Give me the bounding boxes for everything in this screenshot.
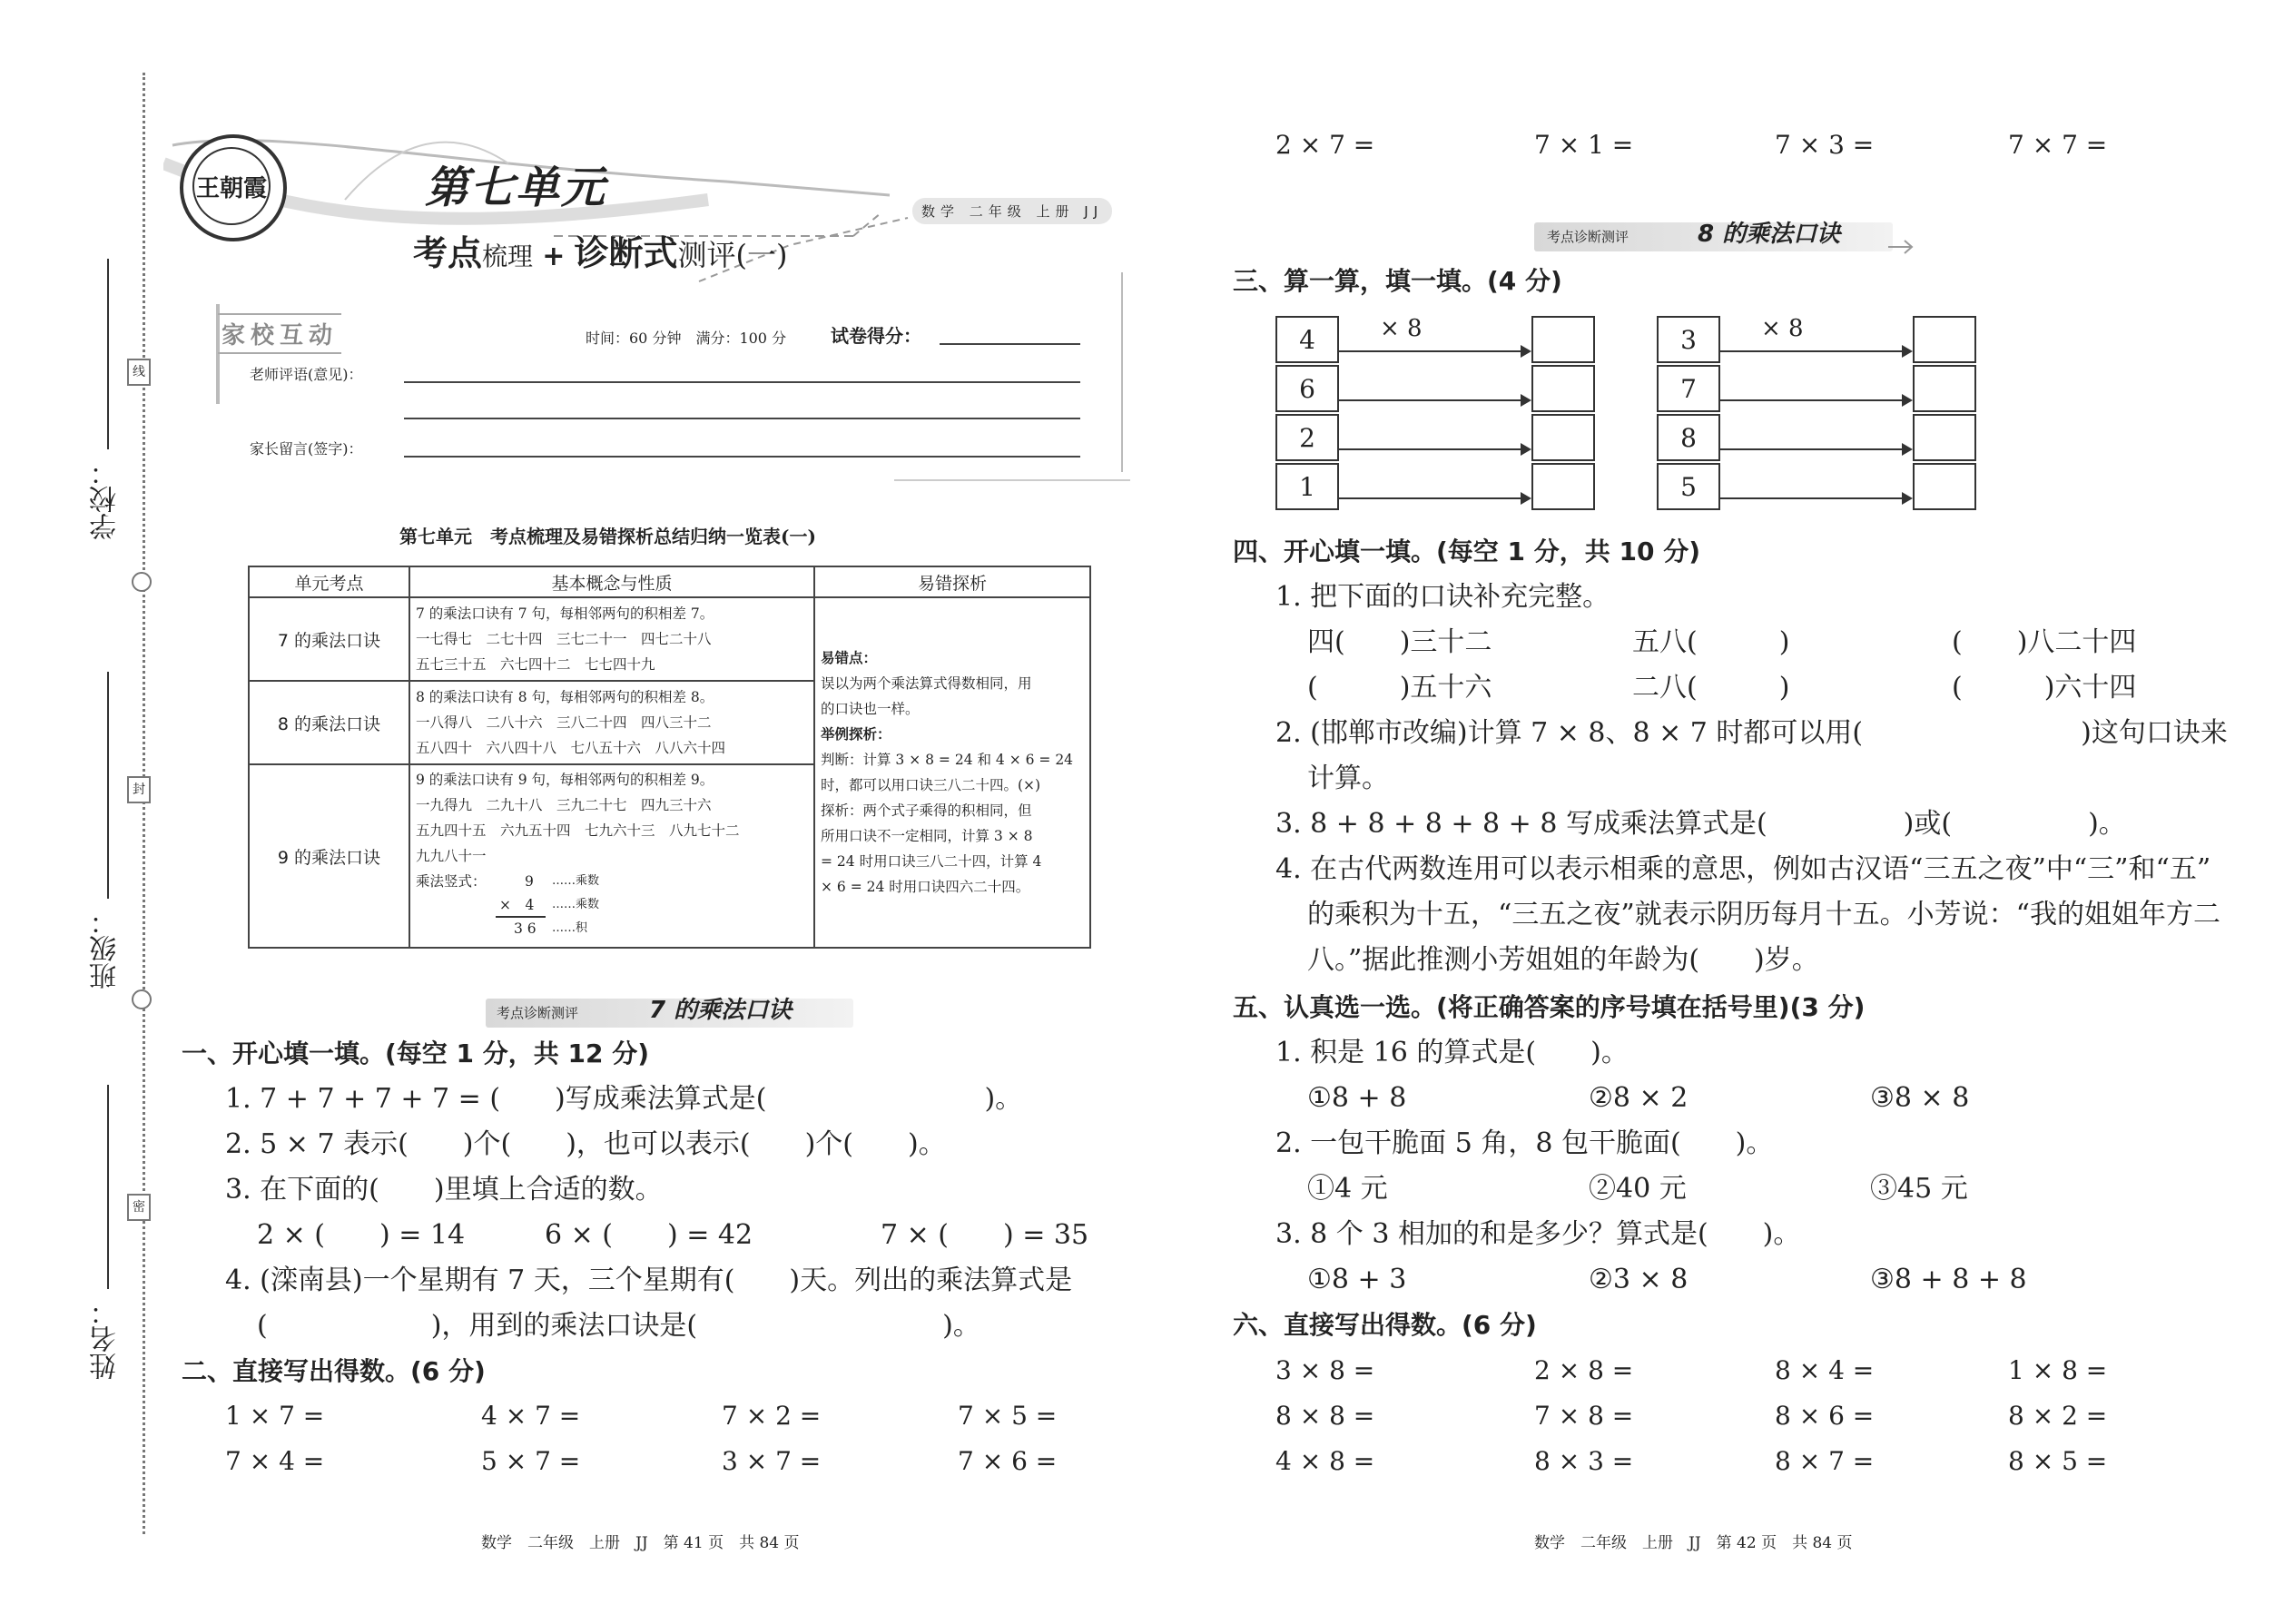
name-label: 姓名： [90, 1298, 122, 1380]
rhyme-blank[interactable]: 五八( ) [1632, 626, 1790, 658]
choice-question-3[interactable]: 3. 8 个 3 相加的和是多少？算式是( )。 [1275, 1218, 1801, 1250]
table-header: 易错探析 [814, 566, 1090, 597]
teacher-comment-line-2[interactable] [404, 418, 1080, 419]
choice-option[interactable]: ②8 × 2 [1589, 1082, 1689, 1114]
answer-box[interactable] [1913, 463, 1976, 510]
calc-item[interactable]: 7 × 3 = [1775, 130, 1875, 160]
seal-box-secret: 密 [127, 1194, 151, 1221]
table-header: 单元考点 [249, 566, 409, 597]
choice-option[interactable]: ①8 + 3 [1307, 1264, 1407, 1295]
calc-item[interactable]: 2 × 8 = [1534, 1355, 1634, 1385]
school-blank-line [107, 259, 109, 449]
class-blank-line [107, 672, 109, 899]
table-row [249, 597, 1090, 681]
question-2[interactable]: 2. (邯郸市改编)计算 7 × 8、8 × 7 时都可以用( )这句口诀来 [1275, 717, 2228, 749]
calc-item[interactable]: 7 × 8 = [1534, 1401, 1634, 1431]
input-box: 6 [1275, 365, 1339, 412]
banner-subtitle: 考点梳理 + 诊断式测评(一) [413, 233, 788, 273]
logo-text: 王朝霞 [192, 147, 271, 225]
score-label: 试卷得分： [831, 325, 921, 347]
rhyme-blank[interactable]: ( )六十四 [1952, 672, 2137, 704]
grade-badge: 数学 二年级 上册 JJ [912, 198, 1112, 224]
calc-item[interactable]: 8 × 4 = [1775, 1355, 1875, 1385]
question-4-line2[interactable]: ( )，用到的乘法口诀是( )。 [257, 1310, 980, 1342]
arrow-icon [1339, 497, 1530, 499]
section-6-title: 六、直接写出得数。(6 分) [1233, 1310, 1537, 1340]
question-1: 1. 把下面的口诀补充完整。 [1275, 581, 1610, 613]
page-footer-left: 数学 二年级 上册 JJ 第 41 页 共 84 页 [481, 1534, 800, 1552]
section-tag-small: 考点诊断测评 [1547, 229, 1629, 245]
question-1[interactable]: 1. 7 + 7 + 7 + 7 = ( )写成乘法算式是( )。 [225, 1083, 1023, 1115]
rhyme-blank[interactable]: ( )八二十四 [1952, 626, 2137, 658]
question-4-line3[interactable]: 八。”据此推测小芳姐姐的年龄为( )岁。 [1307, 944, 1819, 976]
choice-option[interactable]: ①8 + 8 [1307, 1082, 1407, 1114]
calc-item[interactable]: 7 × 1 = [1534, 130, 1634, 160]
arrow-icon [1720, 399, 1911, 401]
calc-item[interactable]: 1 × 7 = [225, 1401, 325, 1431]
section-tag-small: 考点诊断测评 [497, 1005, 579, 1021]
calc-item[interactable]: 7 × 6 = [958, 1446, 1058, 1476]
table-header: 基本概念与性质 [409, 566, 814, 597]
rhyme-blank[interactable]: 二八( ) [1632, 672, 1790, 704]
choice-option[interactable]: ③8 × 8 [1870, 1082, 1970, 1114]
vertical-multiplication: 乘法竖式： 9 ……乘数 × 4 ……乘数 3 6 ……积 [416, 873, 600, 937]
input-box: 8 [1657, 414, 1720, 461]
section-1-title: 一、开心填一填。(每空 1 分，共 12 分) [182, 1038, 650, 1068]
summary-title: 第七单元 考点梳理及易错探析总结归纳一览表(一) [399, 526, 816, 547]
section-tag-title: 7 的乘法口诀 [649, 997, 793, 1024]
unit-cell: 8 的乘法口诀 [249, 681, 409, 764]
calc-item[interactable]: 7 × 2 = [722, 1401, 822, 1431]
choice-option[interactable]: ②3 × 8 [1589, 1264, 1689, 1295]
question-3c[interactable]: 7 × ( ) = 35 [881, 1219, 1089, 1251]
unit-cell: 9 的乘法口诀 [249, 764, 409, 948]
calc-item[interactable]: 2 × 7 = [1275, 130, 1375, 160]
arrow-icon [1720, 497, 1911, 499]
rhyme-blank[interactable]: 四( )三十二 [1307, 626, 1492, 658]
question-3[interactable]: 3. 8 + 8 + 8 + 8 + 8 写成乘法算式是( )或( )。 [1275, 808, 2126, 840]
answer-box[interactable] [1531, 414, 1595, 461]
calc-item[interactable]: 1 × 8 = [2008, 1355, 2108, 1385]
arrow-icon [1720, 350, 1911, 352]
input-box: 7 [1657, 365, 1720, 412]
answer-box[interactable] [1531, 316, 1595, 363]
rhyme-blank[interactable]: ( )五十六 [1307, 672, 1492, 704]
summary-table [248, 566, 1091, 949]
decor-vertical-line [1121, 272, 1123, 472]
question-2-cont: 计算。 [1307, 763, 1389, 794]
score-blank[interactable] [940, 343, 1080, 345]
calc-item[interactable]: 8 × 6 = [1775, 1401, 1875, 1431]
answer-box[interactable] [1913, 414, 1976, 461]
choice-question-1[interactable]: 1. 积是 16 的算式是( )。 [1275, 1037, 1629, 1068]
choice-option[interactable]: ①4 元 [1307, 1173, 1388, 1205]
seal-box-line: 线 [127, 359, 151, 386]
class-label: 班级： [90, 908, 122, 989]
unit-cell: 7 的乘法口诀 [249, 597, 409, 681]
section-3-title: 三、算一算，填一填。(4 分) [1233, 266, 1562, 296]
input-box: 4 [1275, 316, 1339, 363]
unit-title: 第七单元 [425, 162, 607, 213]
choice-option[interactable]: ②40 元 [1589, 1173, 1687, 1205]
calc-item[interactable]: 8 × 3 = [1534, 1446, 1634, 1476]
choice-option[interactable]: ③45 元 [1870, 1173, 1968, 1205]
binding-hole [132, 989, 152, 1009]
decor-horizontal-line [894, 479, 1130, 481]
question-3a[interactable]: 2 × ( ) = 14 [257, 1219, 466, 1251]
arrow-icon [1888, 238, 1915, 256]
question-3: 3. 在下面的( )里填上合适的数。 [225, 1174, 663, 1206]
answer-box[interactable] [1531, 463, 1595, 510]
concept-cell: 7 的乘法口诀有 7 句，每相邻两句的积相差 7。 一七得七 二七十四 三七二十一 四七二十八 五七三十五 六七四十二 七七四十九 [409, 597, 814, 681]
calc-item[interactable]: 8 × 5 = [2008, 1446, 2108, 1476]
answer-box[interactable] [1531, 365, 1595, 412]
concept-cell: 8 的乘法口诀有 8 句，每相邻两句的积相差 8。 一八得八 二八十六 三八二十四 四八三十二 五八四十 六八四十八 七八五十六 八八六十四 [409, 681, 814, 764]
question-3b[interactable]: 6 × ( ) = 42 [545, 1219, 753, 1251]
choice-question-2[interactable]: 2. 一包干脆面 5 角，8 包干脆面( )。 [1275, 1127, 1774, 1159]
input-box: 1 [1275, 463, 1339, 510]
arrow-icon [1339, 448, 1530, 450]
teacher-comment-line[interactable] [404, 381, 1080, 383]
arrow-icon [1720, 448, 1911, 450]
teacher-comment-label: 老师评语(意见)： [250, 366, 363, 383]
arrow-icon [1339, 399, 1530, 401]
input-box: 5 [1657, 463, 1720, 510]
calc-item[interactable]: 7 × 7 = [2008, 130, 2108, 160]
answer-box[interactable] [1913, 365, 1976, 412]
binding-hole [132, 572, 152, 592]
summary-header-row [249, 566, 1090, 597]
parent-comment-label: 家长留言(签字)： [250, 440, 363, 458]
arrow-icon [1339, 350, 1530, 352]
question-4-line2: 的乘积为十五，“三五之夜”就表示阴历每月十五。小芳说：“我的姐姐年方二 [1307, 899, 2221, 930]
section-4-title: 四、开心填一填。(每空 1 分，共 10 分) [1233, 536, 1701, 566]
calc-item[interactable]: 7 × 5 = [958, 1401, 1058, 1431]
seal-box-seal: 封 [127, 776, 151, 803]
error-analysis-cell: 易错点： 误以为两个乘法算式得数相同，用 的口诀也一样。 举例探析： 判断：计算 3 × 8 = 24 和 4 × 6 = 24 时，都可以用口诀三八二十四。(×) 探析：两个式子乘得的积相同，但 所用口诀不一定相同，计算 3 × 8 = 24 时用口诀三八二十四，计算 4 × 6 = 24 时用口诀四六二十四。 [814, 597, 1090, 948]
input-box: 3 [1657, 316, 1720, 363]
section-5-title: 五、认真选一选。(将正确答案的序号填在括号里)(3 分) [1233, 992, 1866, 1022]
binding-dotted-line [143, 73, 145, 1534]
calc-item[interactable]: 4 × 7 = [481, 1401, 581, 1431]
calc-item[interactable]: 4 × 8 = [1275, 1446, 1375, 1476]
school-label: 学校： [90, 458, 122, 540]
parent-comment-line[interactable] [404, 456, 1080, 458]
calc-item[interactable]: 8 × 2 = [2008, 1401, 2108, 1431]
concept-cell: 9 的乘法口诀有 9 句，每相邻两句的积相差 9。 一九得九 二九十八 三九二十七 四九三十六 五九四十五 六九五十四 七九六十三 八九七十二 九九八十一 乘法竖式： 9 ……乘数 × 4 ……乘数 3 6 ……积 [409, 764, 814, 948]
name-blank-line [107, 1085, 109, 1289]
calc-item[interactable]: 5 × 7 = [481, 1446, 581, 1476]
calc-item[interactable]: 3 × 8 = [1275, 1355, 1375, 1385]
question-2[interactable]: 2. 5 × 7 表示( )个( )，也可以表示( )个( )。 [225, 1128, 946, 1160]
page-footer-right: 数学 二年级 上册 JJ 第 42 页 共 84 页 [1534, 1534, 1853, 1552]
section-2-title: 二、直接写出得数。(6 分) [182, 1356, 486, 1386]
calc-item[interactable]: 8 × 8 = [1275, 1401, 1375, 1431]
home-school-label: 家校互动 [218, 313, 341, 354]
question-4-line1[interactable]: 4. (滦南县)一个星期有 7 天，三个星期有( )天。列出的乘法算式是 [225, 1265, 1073, 1296]
section-tag-title: 8 的乘法口诀 [1698, 221, 1841, 248]
choice-option[interactable]: ③8 + 8 + 8 [1870, 1264, 2027, 1295]
operator-label: × 8 [1761, 315, 1804, 342]
calc-item[interactable]: 3 × 7 = [722, 1446, 822, 1476]
calc-item[interactable]: 8 × 7 = [1775, 1446, 1875, 1476]
calc-item[interactable]: 7 × 4 = [225, 1446, 325, 1476]
question-4-line1: 4. 在古代两数连用可以表示相乘的意思，例如古汉语“三五之夜”中“三”和“五” [1275, 853, 2211, 885]
input-box: 2 [1275, 414, 1339, 461]
operator-label: × 8 [1380, 315, 1423, 342]
time-info: 时间：60 分钟 满分：100 分 [586, 330, 787, 347]
answer-box[interactable] [1913, 316, 1976, 363]
